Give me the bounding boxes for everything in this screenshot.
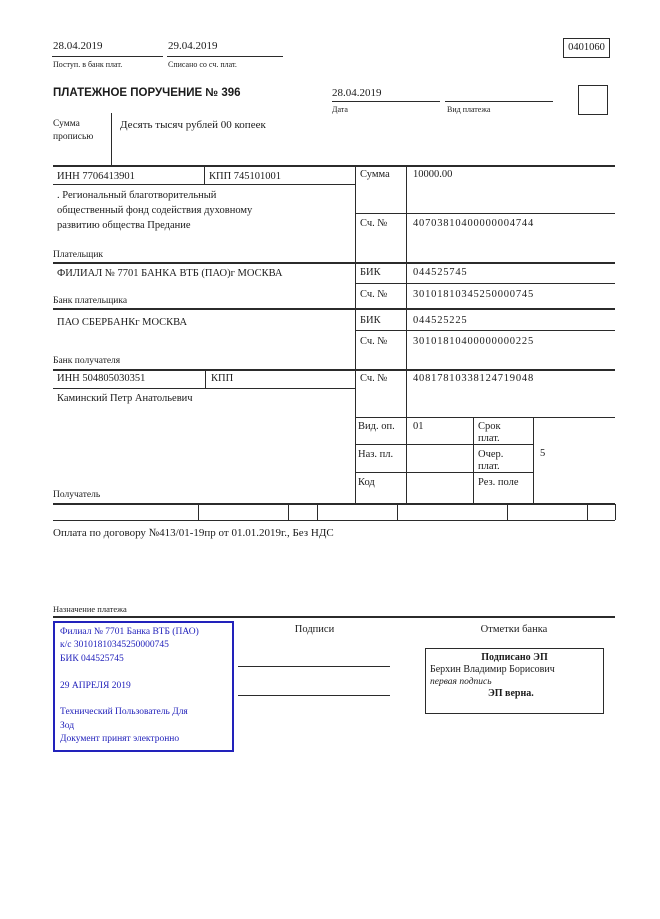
payee-label: Получатель [53,490,101,500]
payee-bank-account: 30101810400000000225 [413,336,534,347]
payer-account: 40703810400000004744 [413,218,534,229]
divider [317,504,318,520]
divider [111,113,112,165]
divider [615,504,616,520]
payer-bank-name: ФИЛИАЛ № 7701 БАНКА ВТБ (ПАО)г МОСКВА [57,268,283,279]
amount-words-label2: прописью [53,132,94,142]
sum-label: Сумма [360,169,390,180]
op-kind-value: 01 [413,421,424,432]
table-border [53,262,615,264]
priority-label-line2: плат. [478,461,500,472]
payee-account-label: Сч. № [360,373,388,384]
stamp-line: Филиал № 7701 Банка ВТБ (ПАО) [60,627,199,637]
divider [445,101,553,102]
signature-line [238,695,390,696]
payer-bank-account: 30101810345250000745 [413,289,534,300]
divider [355,165,356,503]
payer-account-label: Сч. № [360,218,388,229]
table-border [53,308,615,310]
divider [533,417,534,503]
payee-kpp-label: КПП [211,373,234,384]
reserve-label: Рез. поле [478,477,519,488]
divider [397,504,398,520]
sum-value: 10000.00 [413,169,453,180]
payee-bank-label: Банк получателя [53,356,121,366]
bank-marks-label: Отметки банка [480,624,548,635]
payer-inn: ИНН 7706413901 [57,171,135,182]
payee-bank-bik-label: БИК [360,315,381,326]
table-border [53,369,615,371]
payment-kind-label: Вид платежа [447,105,491,114]
divider [52,56,163,57]
table-border [53,503,615,505]
bank-electronic-stamp [53,621,234,752]
stamp-line [60,693,227,706]
payer-name-line3: развитию общества Предание [57,220,191,231]
payer-bank-label: Банк плательщика [53,296,128,306]
stamp-line: Зод [60,720,75,731]
date-label: Дата [332,105,348,114]
stamp-subtitle: первая подпись [430,677,492,687]
stamp-line: 29 АПРЕЛЯ 2019 [60,680,131,691]
table-border [355,472,533,473]
payee-account: 40817810338124719048 [413,373,534,384]
table-border [355,283,615,284]
payee-bank-account-label: Сч. № [360,336,388,347]
payee-bank-name: ПАО СБЕРБАНКг МОСКВА [57,317,188,328]
stamp-line: БИК 044525745 [60,653,124,664]
payer-bank-account-label: Сч. № [360,289,388,300]
debited-date-label: Списано со сч. плат. [168,60,237,69]
payer-bank-bik: 044525745 [413,267,468,278]
table-border [355,330,615,331]
due-date-label-line2: плат. [478,433,500,444]
status-box [578,85,608,115]
divider [332,101,440,102]
divider [167,56,283,57]
payee-name: Каминский Петр Анатольевич [57,393,193,404]
stamp-title: Подписано ЭП [481,652,548,663]
signatures-label: Подписи [294,624,335,635]
page-title: ПЛАТЕЖНОЕ ПОРУЧЕНИЕ № 396 [53,87,241,99]
priority-label-line1: Очер. [478,449,504,460]
table-border [53,616,615,618]
stamp-line: Технический Пользователь Для [60,707,188,718]
table-border [53,165,615,167]
purpose-code-label: Наз. пл. [358,449,394,460]
received-date: 28.04.2019 [53,40,103,52]
table-border [355,213,615,214]
table-border [355,417,615,418]
table-border [53,520,615,521]
form-code-box: 0401060 [563,38,610,58]
payment-purpose-text: Оплата по договору №413/01-19пр от 01.01.2019г., Без НДС [53,527,334,539]
stamp-line [60,666,227,679]
payee-inn: ИНН 504805030351 [57,373,146,384]
received-date-label: Поступ. в банк плат. [53,60,123,69]
stamp-verified: ЭП верна. [488,688,534,699]
amount-words-value: Десять тысяч рублей 00 копеек [120,119,266,131]
divider [473,417,474,503]
stamp-line: Документ принят электронно [60,734,180,745]
table-border [53,184,355,185]
code-label: Код [358,477,375,488]
table-border [53,388,355,389]
payer-name-line2: общественный фонд содействия духовному [57,205,253,216]
divider [507,504,508,520]
table-border [355,444,533,445]
document-date: 28.04.2019 [332,87,382,99]
divider [406,165,407,503]
op-kind-label: Вид. оп. [358,421,395,432]
payee-bank-bik: 044525225 [413,315,468,326]
stamp-line: к/с 30101810345250000745 [60,640,169,651]
debited-date: 29.04.2019 [168,40,218,52]
divider [587,504,588,520]
payer-bank-bik-label: БИК [360,267,381,278]
signature-line [238,666,390,667]
stamp-signer-name: Берхин Владимир Борисович [430,664,555,675]
divider [198,504,199,520]
payer-kpp: КПП 745101001 [209,171,282,182]
divider [288,504,289,520]
divider [205,369,206,388]
signature-stamp [425,648,604,714]
payment-purpose-label: Назначение платежа [53,604,127,614]
payer-name-line1: . Региональный благотворительный [57,190,217,201]
due-date-label-line1: Срок [478,421,501,432]
amount-words-label: Сумма [53,119,80,129]
priority-value: 5 [540,448,546,459]
payer-label: Плательщик [53,250,104,260]
divider [204,165,205,184]
